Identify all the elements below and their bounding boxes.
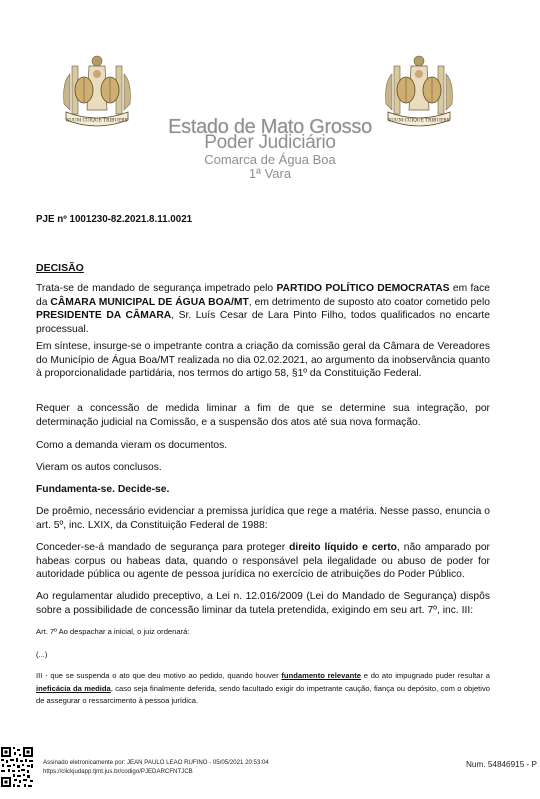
court-header xyxy=(0,118,540,181)
signature-info xyxy=(43,758,269,776)
paragraph-6: Fundamenta-se. Decide-se. xyxy=(36,484,170,495)
seal-motto-left: SUUM CUIQUE TRIBUERE xyxy=(66,118,128,124)
quote-line-2: (...) xyxy=(36,650,48,659)
paragraph-3: Requer a concessão de medida liminar a fim de que se determine sua integração, por determinação judicial na Comissão, e a suspensão dos atos até sua nova formação. xyxy=(36,403,490,428)
seal-motto-right: SUUM CUIQUE TRIBUERE xyxy=(388,118,450,124)
paragraph-9: Ao regulamentar aludido preceptivo, a Lei n. 12.016/2009 (Lei do Mandado de Segurança) dispôs sobre a possibilidade de concessão liminar da tutela pretendida, exigindo em seu art. 7º, inc. III: xyxy=(36,591,490,616)
paragraph-2: Em síntese, insurge-se o impetrante contra a criação da comissão geral da Câmara de Vereadores do Município de Água Boa/MT realizada no dia 02.02.2021, ao argumento da inobservância quanto à proporcionalidade partidária, nos termos do artigo 58, §1º da Constituição Federal. xyxy=(36,341,490,379)
header-power: Poder Judiciário xyxy=(204,132,336,153)
header-vara: 1ª Vara xyxy=(248,166,292,181)
paragraph-1: Trata-se de mandado de segurança impetrado pelo PARTIDO POLÍTICO DEMOCRATAS em face da CÂMARA MUNICIPAL DE ÁGUA BOA/MT, em detrimento de suposto ato coator cometido pelo PRESIDENTE DA CÂMARA, Sr. Luís Cesar de Lara Pinto Filho, todos qualificados no encarte processual. xyxy=(36,283,490,335)
paragraph-8: Conceder-se-á mandado de segurança para proteger direito líquido e certo, não amparado por habeas corpus ou habeas data, quando o responsável pela ilegalidade ou abuso de poder for autoridade pública ou agente de pessoa jurídica no exercício de atribuições do Poder Público. xyxy=(36,542,490,580)
qr-code-icon[interactable] xyxy=(0,745,34,789)
header-state: Estado de Mato Grosso xyxy=(168,116,372,138)
header-comarca: Comarca de Água Boa xyxy=(204,152,336,167)
paragraph-7: De proêmio, necessário evidenciar a premissa jurídica que rege a matéria. Nesse passo, enuncia o art. 5º, inc. LXIX, da Constituição Federal de 1988: xyxy=(36,506,490,531)
quote-line-1: Art. 7º Ao despachar a inicial, o juiz ordenará: xyxy=(36,627,190,636)
section-title: DECISÃO xyxy=(36,262,84,274)
quote-line-3: III - que se suspenda o ato que deu motivo ao pedido, quando houver fundamento relevante e do ato impugnado puder resultar a ineficácia da medida, caso seja finalmente deferida, sendo facultado exigir do impetrante caução, fiança ou depósito, com o objetivo de assegurar o ressarcimento à pessoa jurídica. xyxy=(36,671,491,705)
process-number: PJE nº 1001230-82.2021.8.11.0021 xyxy=(36,214,193,225)
verification-url[interactable]: https://clickjudapp.tjmt.jus.br/codigo/PJEDARCFNTJCB xyxy=(43,768,193,775)
paragraph-4: Como a demanda vieram os documentos. xyxy=(36,440,228,451)
document-number: Num. 54846915 - P xyxy=(466,760,538,769)
paragraph-5: Vieram os autos conclusos. xyxy=(36,462,162,473)
signature-line: Assinado eletronicamente por: JEAN PAULO LEAO RUFINO - 05/05/2021 20:53:04 xyxy=(43,759,269,766)
